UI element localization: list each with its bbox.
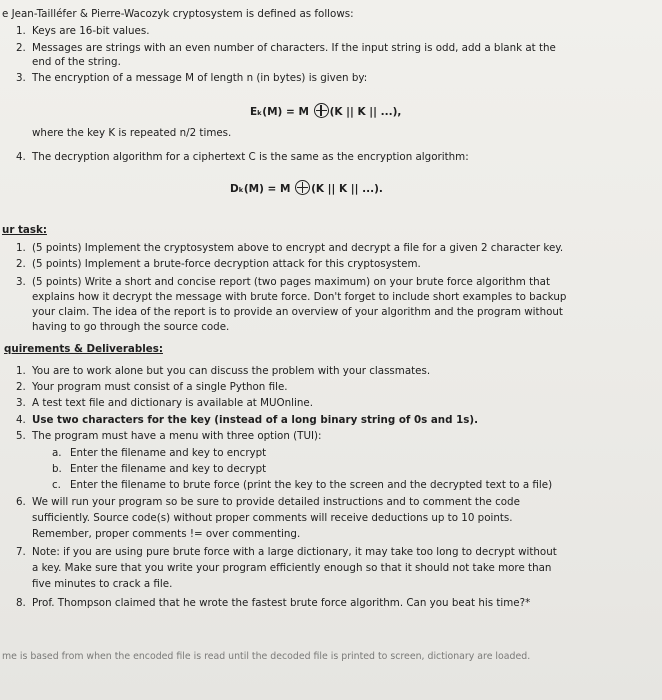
sub-letter: b. bbox=[52, 463, 62, 475]
def-item: Keys are 16-bit values. bbox=[32, 25, 150, 37]
sub-item: Enter the filename and key to encrypt bbox=[70, 447, 267, 459]
task-item: explains how it decrypt the message with brute force. Don't forget to include short examples to backup bbox=[32, 291, 567, 303]
footnote: me is based from when the encoded file is read until the decoded file is printed to screen, dictionary are loaded. bbox=[2, 651, 531, 662]
def-number: 3. bbox=[16, 72, 26, 84]
xor-icon bbox=[314, 103, 329, 118]
eq-left: Dₖ(M) = M bbox=[230, 183, 291, 195]
req-item: Remember, proper comments != over commenting. bbox=[32, 528, 301, 540]
eq-right: (K || K || ...). bbox=[311, 183, 383, 195]
sub-item: Enter the filename and key to decrypt bbox=[70, 463, 267, 475]
def-number: 1. bbox=[16, 25, 26, 37]
task-number: 3. bbox=[16, 276, 26, 288]
key-repeat-note: where the key K is repeated n/2 times. bbox=[32, 127, 232, 139]
task-item: (5 points) Implement the cryptosystem above to encrypt and decrypt a file for a given 2 character key. bbox=[32, 242, 564, 254]
req-number: 7. bbox=[16, 546, 26, 558]
sub-item: Enter the filename to brute force (print the key to the screen and the decrypted text to a file) bbox=[70, 479, 553, 491]
req-number: 2. bbox=[16, 381, 26, 393]
def-item: The decryption algorithm for a ciphertext C is the same as the encryption algorithm: bbox=[32, 151, 469, 163]
req-item: We will run your program so be sure to provide detailed instructions and to comment the code bbox=[32, 496, 520, 508]
def-item: The encryption of a message M of length n (in bytes) is given by: bbox=[32, 72, 368, 84]
req-number: 3. bbox=[16, 397, 26, 409]
task-item: (5 points) Implement a brute-force decryption attack for this cryptosystem. bbox=[32, 258, 421, 270]
req-number: 8. bbox=[16, 597, 26, 609]
def-item: end of the string. bbox=[32, 56, 121, 68]
req-number: 5. bbox=[16, 430, 26, 442]
sub-letter: a. bbox=[52, 447, 62, 459]
req-number: 4. bbox=[16, 414, 26, 426]
task-item: your claim. The idea of the report is to provide an overview of your algorithm and the program without bbox=[32, 306, 563, 318]
task-heading: ur task: bbox=[2, 224, 47, 236]
def-number: 4. bbox=[16, 151, 26, 163]
eq-left: Eₖ(M) = M bbox=[250, 106, 309, 118]
req-item: Note: if you are using pure brute force with a large dictionary, it may take too long to decrypt without bbox=[32, 546, 557, 558]
req-number: 6. bbox=[16, 496, 26, 508]
req-item: five minutes to crack a file. bbox=[32, 578, 173, 590]
sub-letter: c. bbox=[52, 479, 61, 491]
req-item: The program must have a menu with three option (TUI): bbox=[32, 430, 322, 442]
task-number: 2. bbox=[16, 258, 26, 270]
req-item: sufficiently. Source code(s) without proper comments will receive deductions up to 10 points. bbox=[32, 512, 513, 524]
task-item: (5 points) Write a short and concise report (two pages maximum) on your brute force algorithm that bbox=[32, 276, 551, 288]
req-item: A test text file and dictionary is available at MUOnline. bbox=[32, 397, 314, 409]
req-item: a key. Make sure that you write your program efficiently enough so that it should not take more than bbox=[32, 562, 552, 574]
req-item-bold: Use two characters for the key (instead of a long binary string of 0s and 1s). bbox=[32, 414, 478, 426]
task-item: having to go through the source code. bbox=[32, 321, 230, 333]
requirements-heading: quirements & Deliverables: bbox=[4, 343, 163, 355]
def-number: 2. bbox=[16, 42, 26, 54]
req-item: Prof. Thompson claimed that he wrote the fastest brute force algorithm. Can you beat his time?* bbox=[32, 597, 531, 609]
req-item: You are to work alone but you can discuss the problem with your classmates. bbox=[32, 365, 431, 377]
def-item: Messages are strings with an even number of characters. If the input string is odd, add a blank at the bbox=[32, 42, 556, 54]
req-number: 1. bbox=[16, 365, 26, 377]
eq-right: (K || K || ...), bbox=[329, 106, 402, 118]
decryption-equation bbox=[230, 180, 383, 195]
intro-line: e Jean-Tailléfer & Pierre-Wacozyk cryptosystem is defined as follows: bbox=[2, 8, 354, 20]
encryption-equation bbox=[250, 103, 401, 118]
req-item: Your program must consist of a single Python file. bbox=[32, 381, 288, 393]
task-number: 1. bbox=[16, 242, 26, 254]
xor-icon bbox=[295, 180, 310, 195]
